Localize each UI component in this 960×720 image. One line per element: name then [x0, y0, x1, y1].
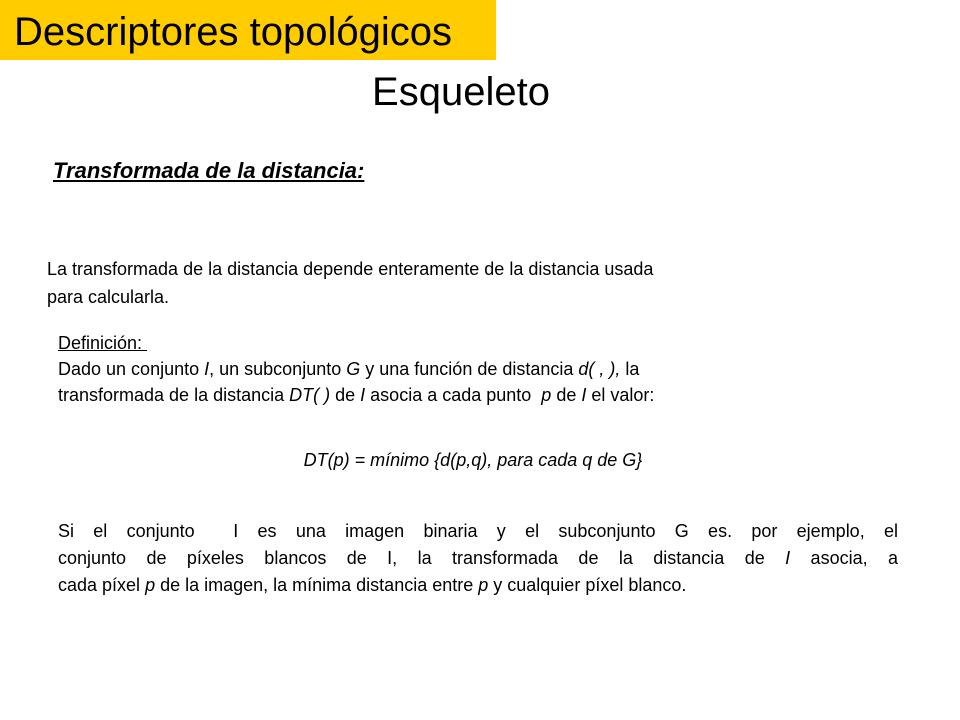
definition-label: Definición:	[58, 333, 148, 353]
definition-line-2: transformada de la distancia DT( ) de I asocia a cada punto p de I el valor:	[58, 385, 655, 405]
title-banner	[0, 0, 496, 60]
example-paragraph	[58, 518, 898, 599]
example-line-2: conjunto de píxeles blancos de I, la transformada de la distancia de I asocia, a	[58, 548, 899, 568]
intro-line-2: para calcularla.	[47, 287, 170, 307]
example-line-3: cada píxel p de la imagen, la mínima distancia entre p y cualquier píxel blanco.	[58, 575, 687, 595]
definition-line-1: Dado un conjunto I, un subconjunto G y una función de distancia d( , ), la	[58, 359, 640, 379]
definition-block	[58, 330, 878, 408]
slide-subtitle: Esqueleto	[372, 70, 550, 114]
section-heading: Transformada de la distancia:	[53, 158, 365, 183]
intro-line-1: La transformada de la distancia depende enteramente de la distancia usada	[47, 259, 654, 279]
slide-title: Descriptores topológicos	[14, 10, 452, 54]
example-line-1: Si el conjunto I es una imagen binaria y el subconjunto G es. por ejemplo, el	[58, 521, 898, 541]
distance-formula: DT(p) = mínimo {d(p,q), para cada q de G}	[303, 450, 643, 470]
intro-paragraph	[47, 255, 877, 311]
